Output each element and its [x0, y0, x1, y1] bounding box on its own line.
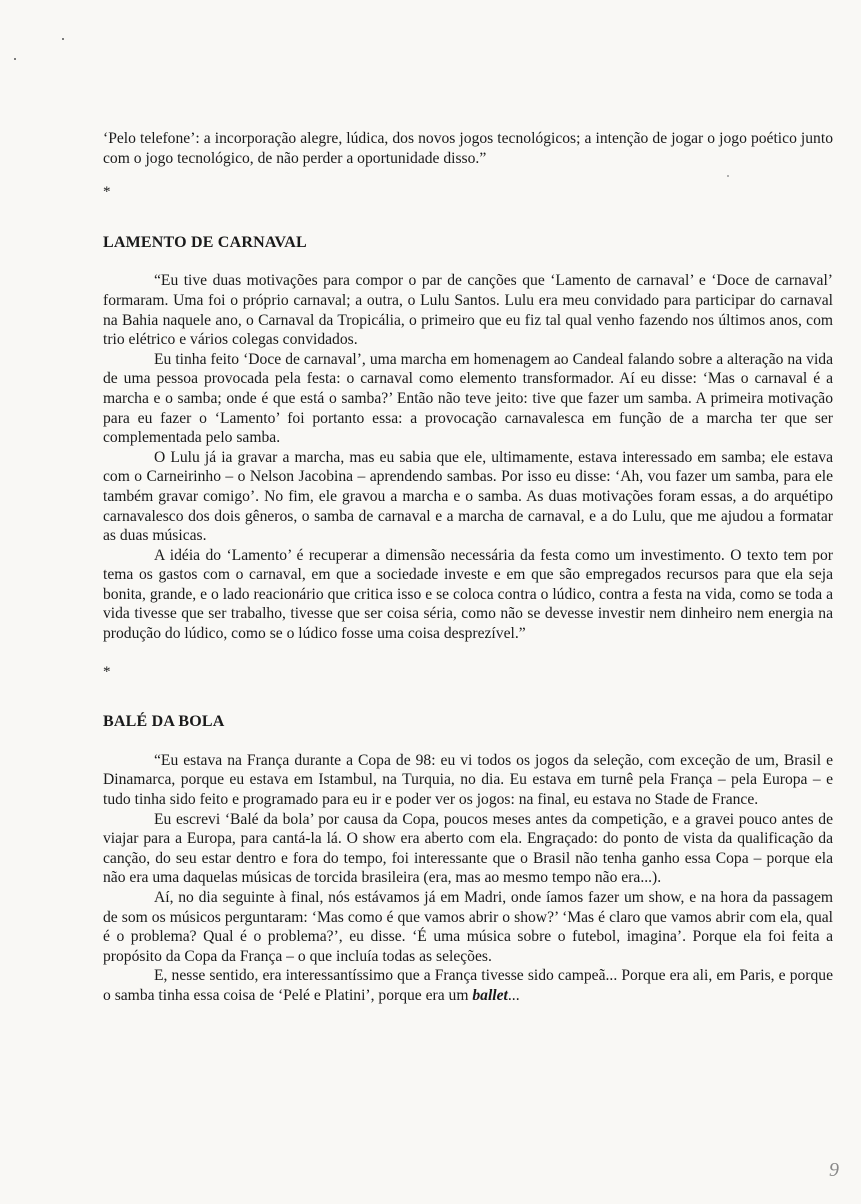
intro-paragraph: ‘Pelo telefone’: a incorporação alegre, lúdica, dos novos jogos tecnológicos; a intenção de jogar o jogo poético junto com o jogo tecnológico, de não perder a oportunidade disso.” — [103, 130, 833, 167]
bale-paragraph-1: “Eu estava na França durante a Copa de 98: eu vi todos os jogos da seleção, com exceção de um, Brasil e Dinamarca, porque eu estava em Istambul, na Turquia, no dia. Eu estava em turnê pela França – pela Europa – e tudo tinha sido feito e programado para eu ir e poder ver os jogos: na final, eu estava no Stade de France. — [103, 751, 833, 809]
lamento-paragraph-1: “Eu tive duas motivações para compor o par de canções que ‘Lamento de carnaval’ e ‘Doce de carnaval’ formaram. Uma foi o próprio carnaval; a outra, o Lulu Santos. Lulu era meu convidado para participar do carnaval na Bahia naquele ano, o Carnaval da Tropicália, o primeiro que eu fiz tal qual venho fazendo nos últimos anos, com trio elétrico e vários colegas convidados. — [103, 272, 833, 349]
lamento-paragraph-2: Eu tinha feito ‘Doce de carnaval’, uma marcha em homenagem ao Candeal falando sobre a alteração na vida de uma pessoa provocada pela festa: o carnaval como elemento transformador. Aí eu disse: ‘Mas o carnaval é a marcha e o samba; onde é que está o samba?’ Então não teve jeito: tive que fazer um samba. A primeira motivação para eu fazer o ‘Lamento’ foi portanto essa: a provocação carnavalesca em função de a marcha ter que ser complementada pelo samba. — [103, 350, 833, 447]
lamento-paragraph-3: O Lulu já ia gravar a marcha, mas eu sabia que ele, ultimamente, estava interessado em samba; ele estava com o Carneirinho – o Nelson Jacobina – aprendendo sambas. Por isso eu disse: ‘Ah, vou fazer um samba, para ele também gravar comigo’. No fim, ele gravou a marcha e o samba. As duas motivações foram essas, a do arquétipo carnavalesco dos dois gêneros, o samba de carnaval e a marcha de carnaval, e a do Lulu, que me ajudou a formatar as duas músicas. — [103, 448, 833, 545]
bale-paragraph-2: Eu escrevi ‘Balé da bola’ por causa da Copa, poucos meses antes da competição, e a gravei pouco antes de viajar para a Europa, para cantá-la lá. O show era aberto com ela. Engraçado: do ponto de vista da qualificação da canção, do seu estar dentro e fora do tempo, foi interessante que o Brasil não tenha ganho essa Copa – porque ela não era uma daquelas músicas de torcida brasileira (era, mas ao mesmo tempo não era...). — [103, 810, 833, 887]
lamento-paragraph-4: A idéia do ‘Lamento’ é recuperar a dimensão necessária da festa como um investimento. O texto tem por tema os gastos com o carnaval, em que a sociedade investe e em que são empregados recursos para que ela seja bonita, grande, e o lado reacionário que critica isso e se coloca contra o lúdico, contra a festa na vida, como se toda a vida tivesse que ser trabalho, tivesse que ser coisa séria, como não se devesse investir nem dinheiro nem energia na produção do lúdico, como se o lúdico fosse uma coisa desprezível.” — [103, 546, 833, 643]
ellipsis: ... — [507, 986, 520, 1004]
emphasis-ballet: ballet — [472, 986, 508, 1004]
document-body — [103, 129, 833, 1006]
scan-speck — [14, 58, 16, 60]
section-heading-lamento: LAMENTO DE CARNAVAL — [103, 233, 307, 251]
bale-paragraph-3: Aí, no dia seguinte à final, nós estávamos já em Madri, onde íamos fazer um show, e na hora da passagem de som os músicos perguntaram: ‘Mas como é que vamos abrir o show?’ ‘Mas é claro que vamos abrir com ela, qual é o problema? Qual é o problema?’, eu disse. ‘É uma música sobre o futebol, imagina’. Porque ela foi feita a propósito da Copa da França – o que incluía todas as seleções. — [103, 889, 833, 965]
section-separator: * — [103, 184, 111, 201]
bale-paragraph-4-text: E, nesse sentido, era interessantíssimo que a França tivesse sido campeã... Porque era ali, em Paris, e porque o samba tinha essa coisa de ‘Pelé e Platini’, porque era um — [103, 967, 833, 1004]
bale-paragraph-4 — [103, 966, 833, 1005]
page-number: 9 — [829, 1159, 839, 1181]
section-separator: * — [103, 663, 111, 680]
section-heading-bale: BALÉ DA BOLA — [103, 713, 225, 731]
scan-speck — [62, 38, 64, 40]
